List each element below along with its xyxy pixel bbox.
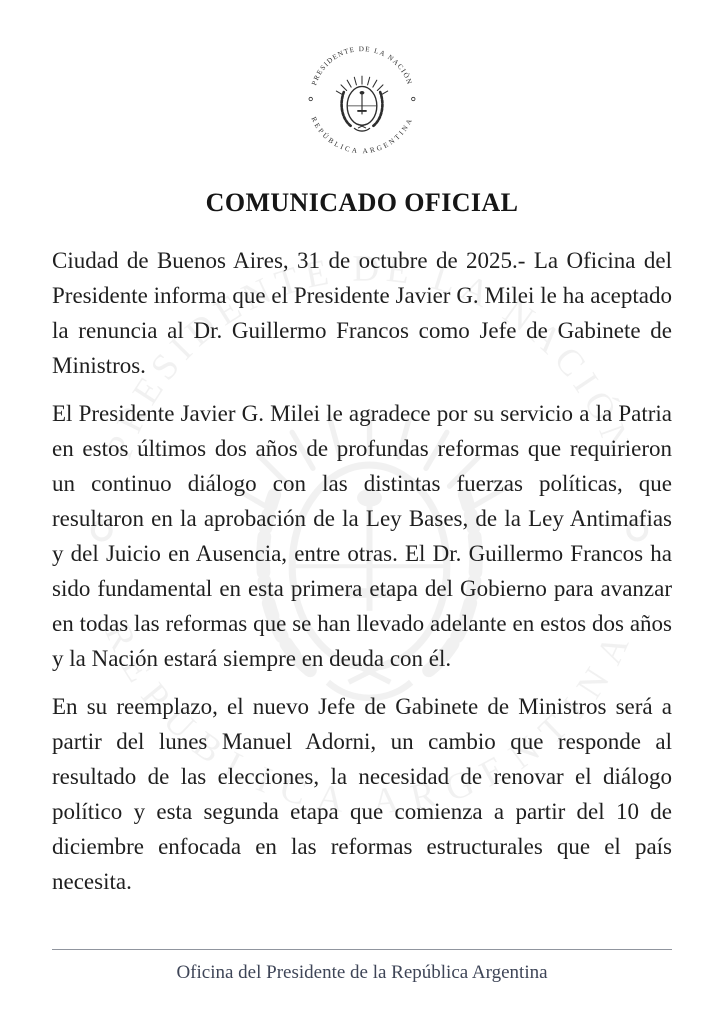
presidential-seal-icon <box>305 42 419 156</box>
document-footer <box>52 949 672 985</box>
footer-text: Oficina del Presidente de la República Argentina <box>176 962 548 983</box>
document-header <box>0 0 724 219</box>
paragraph-dateline: Ciudad de Buenos Aires, 31 de octubre de 2025.- La Oficina del Presidente informa que el Presidente Javier G. Milei le ha aceptado la renuncia al Dr. Guillermo Francos como Jefe de Gabinete de Ministros. <box>52 248 672 378</box>
page-title: COMUNICADO OFICIAL <box>205 188 519 217</box>
document-body <box>52 243 672 899</box>
paragraph-gratitude: El Presidente Javier G. Milei le agradece por su servicio a la Patria en estos últimos dos años de profundas reformas que requirieron un continuo diálogo con las distintas fuerzas políticas, que resultaron en la aprobación de la Ley Bases, de la Ley Antimafias y del Juicio en Ausencia, entre otras. El Dr. Guillermo Francos ha sido fundamental en esta primera etapa del Gobierno para avanzar en todas las reformas que se han llevado adelante en estos dos años y la Nación estará siempre en deuda con él. <box>52 401 672 671</box>
paragraph-replacement: En su reemplazo, el nuevo Jefe de Gabinete de Ministros será a partir del lunes Manuel Adorni, un cambio que responde al resultado de las elecciones, la necesidad de renovar el diálogo político y esta segunda etapa que comienza a partir del 10 de diciembre enfocada en las reformas estructurales que el país necesita. <box>52 694 672 894</box>
